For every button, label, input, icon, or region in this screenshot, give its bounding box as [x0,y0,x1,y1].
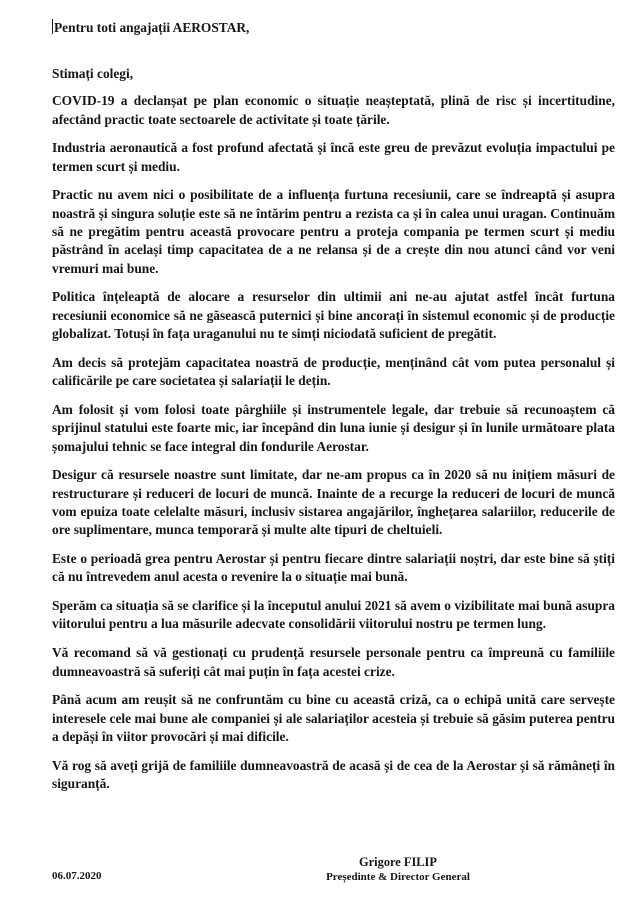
paragraph-9: Sperăm ca situația să se clarifice și la începutul anului 2021 să avem o vizibilitate mai bună asupra viitorului pentru a lua măsurile adecvate consolidării viitorului nostru pe termen lung. [52,598,615,632]
paragraph-10: Vă recomand să vă gestionați cu prudență resursele personale pentru ca împreună cu familiile dumneavoastră să suferiți cât mai puțin în fața acestei crize. [52,645,615,679]
paragraph-12: Vă rog să aveți grijă de familiile dumneavoastră de acasă și de cea de la Aerostar și să rămâneți în siguranță. [52,757,615,791]
signature-block [288,854,508,885]
signatory-name: Grigore FILIP [359,855,437,869]
greeting: Stimați colegi, [52,66,134,81]
text-cursor [52,19,53,34]
signatory-title: Președinte & Director General [326,871,470,883]
paragraph-7: Desigur că resursele noastre sunt limitate, dar ne-am propus ca în 2020 să nu inițiem măsuri de restructurare și reduceri de locuri de muncă. Inainte de a recurge la reduceri de locuri de muncă vom epuiza toate celelalte măsuri, inclusiv sistarea angajărilor, înghețarea salariilor, reducerile de ore suplimentare, munca temporară și multe alte tipuri de cheltuieli. [52,467,615,538]
paragraph-6: Am folosit și vom folosi toate pârghiile și instrumentele legale, dar trebuie să recunoaștem că sprijinul statului este foarte mic, iar începând din luna iunie și desigur și în lunile următoare plata șomajului tehnic se face integral din fondurile Aerostar. [52,401,615,454]
paragraph-1: COVID-19 a declanșat pe plan economic o situație neașteptată, plină de risc și incertitudine, afectând practic toate sectoarele de activitate și toate țările. [52,93,615,127]
paragraph-8: Este o perioadă grea pentru Aerostar și pentru fiecare dintre salariații noștri, dar este bine să știți că nu întrevedem anul acesta o revenire la o situație mai bună. [52,551,615,585]
addressee-text: Pentru toti angajații AEROSTAR, [54,20,250,35]
paragraph-5: Am decis să protejăm capacitatea noastră de producție, menținând cât vom putea personalul și calificările pe care societatea și salariații le dețin. [52,354,615,389]
letter-date: 06.07.2020 [52,870,102,882]
addressee-line [52,18,249,38]
paragraph-3: Practic nu avem nici o posibilitate de a influența furtuna recesiunii, care se îndreaptă și asupra noastră și singura soluție este să ne întărim pentru a rezista ca și în calea unui uragan. Continuăm să ne pregătim pentru această provocare pentru a proteja compania pe termen scurt și mediu păstrând în același timp capacitatea de a ne relansa și de a crește din nou atunci când vor veni vremuri mai bune. [52,187,615,276]
letter-body [52,65,615,804]
paragraph-4: Politica înțeleaptă de alocare a resurselor din ultimii ani ne-au ajutat astfel încât furtuna recesiunii economice să ne găsească puternici și bine ancorați în sistemul economic și de producție globalizat. Totuși în fața uraganului nu te simți niciodată suficient de pregătit. [52,289,615,342]
paragraph-11: Până acum am reușit să ne confruntăm cu bine cu această criză, ca o echipă unită care servește interesele cele mai bune ale companiei și ale salariaților acesteia și trebuie să găsim puterea pentru a depăși în viitor provocări și mai dificile. [52,692,615,744]
paragraph-2: Industria aeronautică a fost profund afectată și încă este greu de prevăzut evoluția impactului pe termen scurt și mediu. [52,140,615,174]
